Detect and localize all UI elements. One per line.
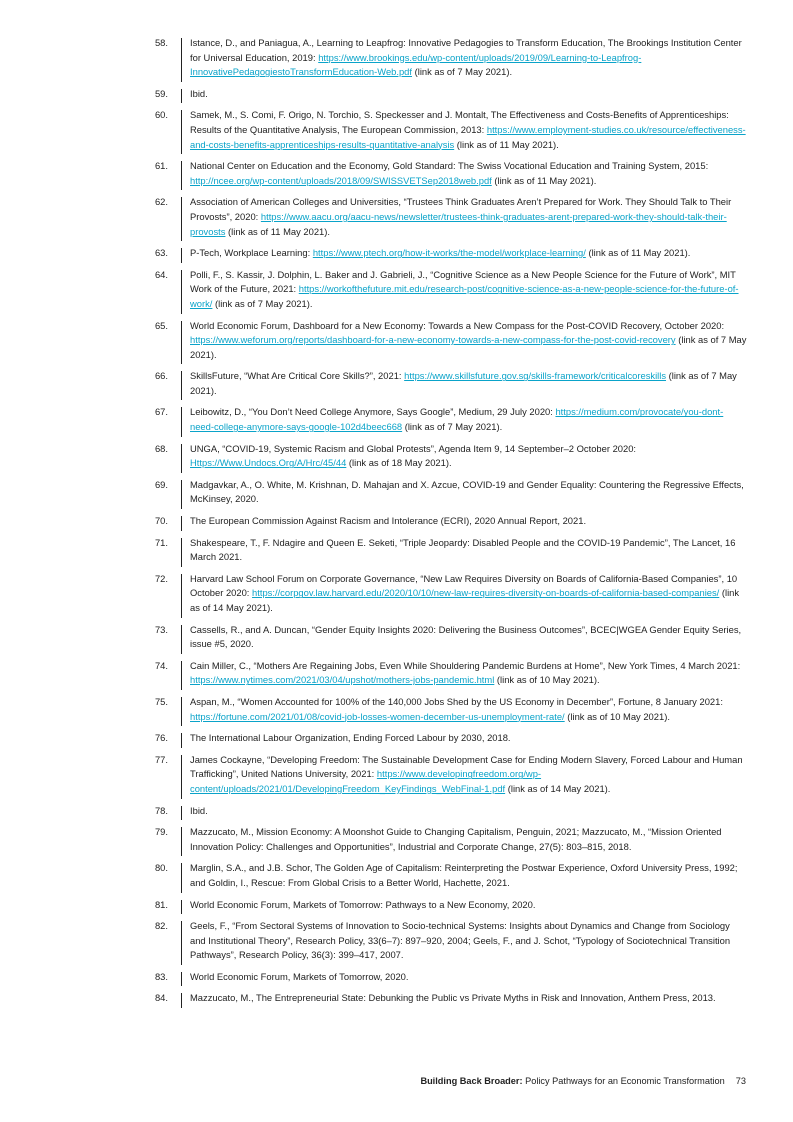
reference-number: 72.: [154, 572, 168, 584]
reference-text-segment: (link as of 7 May 2021).: [212, 297, 313, 309]
reference-text-segment: (link as of 11 May 2021).: [225, 225, 330, 237]
reference-number: 58.: [154, 37, 168, 48]
reference-text-segment: James Cockayne, “Developing Freedom: The Sustainable Development Case for Ending Modern Slavery, Forced Labour and Human Trafficking”, United Nations University, 2021:: [190, 753, 743, 780]
reference-text: [190, 36, 747, 80]
reference-text-segment: SkillsFuture, “What Are Critical Core Skills?”, 2021:: [190, 370, 405, 382]
reference-item: [0, 268, 793, 312]
reference-divider: [181, 863, 182, 892]
reference-text: [190, 478, 747, 507]
reference-item: [0, 804, 793, 819]
reference-text-segment: Marglin, S.A., and J.B. Schor, The Golden Age of Capitalism: Reinterpreting the Postwar Experience, Oxford University Press, 1992; and Goldin, I., Rescue: From Global Crisis to a Better World, Hachette, 2021.: [190, 862, 738, 888]
reference-link[interactable]: https://www.developingfreedom.org/wp-content/uploads/2021/01/DevelopingFreedom_KeyFindings_WebFinal-1.pdf: [190, 768, 542, 794]
reference-text-segment: Cain Miller, C., “Mothers Are Regaining Jobs, Even While Shouldering Pandemic Burdens at Home”, New York Times, 4 March 2021:: [190, 659, 741, 671]
reference-text: [190, 731, 747, 746]
reference-divider: [181, 516, 182, 531]
reference-item: [0, 36, 793, 80]
reference-number: 78.: [154, 804, 168, 816]
reference-link[interactable]: https://medium.com/provocate/you-dont-need-college-anymore-says-google-102d4beec668: [190, 406, 724, 433]
reference-text-segment: (link as of 7 May 2021).: [412, 66, 513, 78]
page-footer: [420, 1076, 746, 1086]
reference-number: 62.: [154, 196, 168, 208]
reference-text-segment: Samek, M., S. Comi, F. Origo, N. Torchio, S. Speckesser and J. Montalt, The Effectiveness and Costs-Benefits of Apprenticeships: Results of the Quantitative Analysis, The European Commission, 2013:: [190, 109, 729, 135]
reference-text: [190, 246, 747, 261]
reference-text: [190, 898, 747, 913]
reference-item: [0, 108, 793, 152]
reference-item: [0, 405, 793, 434]
reference-link[interactable]: http://ncee.org/wp-content/uploads/2018/09/SWISSVETSep2018web.pdf: [190, 174, 492, 186]
reference-text: [190, 195, 747, 239]
reference-number: 80.: [154, 862, 168, 874]
reference-divider: [181, 480, 182, 509]
reference-divider: [181, 806, 182, 821]
reference-text-segment: The International Labour Organization, Ending Forced Labour by 2030, 2018.: [190, 732, 511, 744]
reference-item: [0, 991, 793, 1006]
reference-item: [0, 970, 793, 985]
reference-link[interactable]: https://workofthefuture.mit.edu/research-post/cognitive-science-as-a-new-people-science-for-the-future-of-work/: [190, 283, 739, 309]
reference-item: [0, 659, 793, 688]
reference-item: [0, 514, 793, 529]
page-number: 73: [735, 1076, 746, 1086]
reference-text: [190, 572, 747, 616]
reference-number: 81.: [154, 898, 168, 910]
reference-number: 71.: [154, 536, 168, 548]
reference-text-segment: (link as of 7 May 2021).: [190, 334, 747, 360]
reference-text-segment: (link as of 11 May 2021).: [491, 174, 597, 186]
reference-number: 65.: [154, 319, 168, 331]
reference-text-segment: (link as of 7 May 2021).: [402, 421, 503, 433]
reference-link[interactable]: https://corpgov.law.harvard.edu/2020/10/10/new-law-requires-diversity-on-boards-of-california-based-companies/: [252, 587, 720, 599]
reference-item: [0, 623, 793, 652]
reference-text-segment: Polli, F., S. Kassir, J. Dolphin, L. Baker and J. Gabrieli, J., “Cognitive Science as a New People Science for the Future of Work”, MIT Work of the Future, 2021:: [190, 268, 736, 295]
reference-item: [0, 478, 793, 507]
reference-divider: [181, 993, 182, 1008]
reference-text: [190, 753, 747, 797]
reference-text-segment: Harvard Law School Forum on Corporate Governance, “New Law Requires Diversity on Boards of California-Based Companies”, 10 October 2020:: [190, 572, 738, 599]
reference-number: 74.: [154, 659, 168, 671]
reference-text: [190, 623, 747, 652]
reference-divider: [181, 270, 182, 314]
reference-text-segment: World Economic Forum, Markets of Tomorrow: Pathways to a New Economy, 2020.: [190, 898, 536, 910]
reference-number: 70.: [154, 515, 168, 527]
reference-number: 79.: [154, 826, 168, 838]
reference-text-segment: Cassells, R., and A. Duncan, “Gender Equity Insights 2020: Delivering the Business Outcomes”, BCEC|WGEA Gender Equity Series, issue #5, 2020.: [190, 623, 742, 650]
reference-number: 77.: [154, 753, 168, 765]
reference-link[interactable]: https://www.employment-studies.co.uk/resource/effectiveness-and-costs-benefits-apprenticeships-results-quantitative-analysis: [190, 123, 746, 150]
reference-item: [0, 246, 793, 261]
reference-text: [190, 268, 747, 312]
reference-text: [190, 695, 747, 724]
reference-link[interactable]: https://www.brookings.edu/wp-content/uploads/2019/09/Learning-to-Leapfrog-InnovativePedagogiestoTransformEducation-Web.pdf: [190, 51, 642, 78]
reference-divider: [181, 755, 182, 799]
reference-link[interactable]: https://fortune.com/2021/01/08/covid-job-losses-women-december-us-unemployment-rate/: [190, 710, 565, 722]
reference-text: [190, 861, 747, 890]
reference-item: [0, 195, 793, 239]
reference-divider: [181, 972, 182, 987]
reference-item: [0, 753, 793, 797]
reference-number: 67.: [154, 406, 168, 418]
reference-text: [190, 159, 747, 188]
reference-divider: [181, 248, 182, 263]
reference-text-segment: (link as of 14 May 2021).: [505, 782, 611, 794]
reference-text-segment: (link as of 7 May 2021).: [190, 370, 737, 396]
reference-link[interactable]: https://www.nytimes.com/2021/03/04/upshot/mothers-jobs-pandemic.html: [190, 674, 495, 686]
reference-number: 68.: [154, 442, 168, 454]
reference-text-segment: Ibid.: [190, 804, 208, 816]
reference-text-segment: (link as of 14 May 2021).: [190, 587, 740, 613]
reference-text-segment: Aspan, M., “Women Accounted for 100% of the 140,000 Jobs Shed by the US Economy in December”, Fortune, 8 January 2021:: [190, 695, 723, 707]
reference-divider: [181, 110, 182, 154]
reference-text-segment: (link as of 10 May 2021).: [494, 674, 600, 686]
reference-divider: [181, 407, 182, 436]
reference-item: [0, 536, 793, 565]
footer-title-bold: Building Back Broader:: [420, 1076, 523, 1086]
reference-item: [0, 442, 793, 471]
reference-item: [0, 369, 793, 398]
reference-link[interactable]: https://www.skillsfuture.gov.sg/skills-framework/criticalcoreskills: [404, 370, 667, 382]
reference-text-segment: Mazzucato, M., The Entrepreneurial State: Debunking the Public vs Private Myths in Risk and Innovation, Anthem Press, 2013.: [190, 992, 716, 1004]
reference-text: [190, 405, 747, 434]
reference-number: 83.: [154, 970, 168, 982]
reference-text-segment: (link as of 11 May 2021).: [454, 138, 559, 150]
reference-text: [190, 804, 747, 819]
reference-divider: [181, 38, 182, 82]
reference-divider: [181, 444, 182, 473]
reference-number: 61.: [154, 160, 168, 172]
reference-text: [190, 659, 747, 688]
reference-divider: [181, 161, 182, 190]
reference-text-segment: World Economic Forum, Markets of Tomorrow, 2020.: [190, 970, 409, 982]
reference-divider: [181, 197, 182, 241]
reference-item: [0, 919, 793, 963]
reference-number: 63.: [154, 247, 168, 259]
reference-item: [0, 861, 793, 890]
reference-divider: [181, 89, 182, 104]
reference-text: [190, 970, 747, 985]
footer-title-rest: Policy Pathways for an Economic Transformation: [522, 1076, 725, 1086]
reference-text: [190, 825, 747, 854]
reference-text-segment: P-Tech, Workplace Learning:: [190, 247, 313, 259]
reference-number: 82.: [154, 920, 168, 932]
reference-item: [0, 87, 793, 102]
reference-item: [0, 319, 793, 363]
reference-text-segment: Ibid.: [190, 87, 208, 99]
reference-divider: [181, 921, 182, 965]
reference-text: [190, 87, 747, 102]
reference-text-segment: Association of American Colleges and Universities, “Trustees Think Graduates Aren’t Prepared for Work. They Should Talk to Their Provosts”, 2020:: [190, 196, 732, 222]
reference-link[interactable]: Https://Www.Undocs.Org/A/Hrc/45/44: [190, 457, 347, 469]
reference-divider: [181, 321, 182, 365]
reference-divider: [181, 661, 182, 690]
reference-divider: [181, 371, 182, 400]
reference-text: [190, 319, 747, 363]
reference-number: 60.: [154, 109, 168, 121]
reference-item: [0, 159, 793, 188]
reference-number: 76.: [154, 732, 168, 744]
reference-text-segment: (link as of 10 May 2021).: [564, 710, 670, 722]
reference-text: [190, 536, 747, 565]
reference-text: [190, 108, 747, 152]
reference-text-segment: UNGA, “COVID-19, Systemic Racism and Global Protests”, Agenda Item 9, 14 September–2 October 2020:: [190, 442, 637, 454]
reference-text-segment: National Center on Education and the Economy, Gold Standard: The Swiss Vocational Education and Training System, 2015:: [190, 160, 709, 172]
reference-link[interactable]: https://www.aacu.org/aacu-news/newsletter/trustees-think-graduates-arent-prepared-work-they-should-talk-their-provosts: [190, 210, 727, 237]
reference-text: [190, 514, 747, 529]
reference-item: [0, 898, 793, 913]
reference-number: 59.: [154, 87, 168, 99]
reference-number: 84.: [154, 992, 168, 1004]
reference-text: [190, 991, 747, 1006]
reference-text-segment: Mazzucato, M., Mission Economy: A Moonshot Guide to Changing Capitalism, Penguin, 2021; Mazzucato, M., “Mission Oriented Innovation Policy: Challenges and Opportunities”, Industrial and Corporate Change, 27(5): 803–815, 2018.: [190, 826, 722, 852]
reference-divider: [181, 733, 182, 748]
reference-text: [190, 369, 747, 398]
reference-text-segment: World Economic Forum, Dashboard for a New Economy: Towards a New Compass for the Post-COVID Recovery, October 2020:: [190, 319, 725, 331]
reference-text-segment: The European Commission Against Racism and Intolerance (ECRI), 2020 Annual Report, 2021.: [190, 515, 587, 527]
reference-divider: [181, 538, 182, 567]
reference-number: 75.: [154, 695, 168, 707]
reference-number: 64.: [154, 268, 168, 280]
reference-item: [0, 695, 793, 724]
reference-text: [190, 919, 747, 963]
reference-text-segment: (link as of 11 May 2021).: [585, 247, 691, 259]
reference-item: [0, 825, 793, 854]
reference-item: [0, 731, 793, 746]
reference-text-segment: Istance, D., and Paniagua, A., Learning to Leapfrog: Innovative Pedagogies to Transform Education, The Brookings Institution Center for Universal Education, 2019:: [190, 37, 742, 63]
reference-divider: [181, 900, 182, 915]
reference-divider: [181, 625, 182, 654]
reference-divider: [181, 697, 182, 726]
reference-number: 73.: [154, 623, 168, 635]
reference-number: 66.: [154, 370, 168, 382]
reference-text-segment: (link as of 18 May 2021).: [346, 457, 452, 469]
reference-item: [0, 572, 793, 616]
reference-divider: [181, 574, 182, 618]
reference-link[interactable]: https://www.ptech.org/how-it-works/the-model/workplace-learning/: [312, 247, 586, 259]
reference-divider: [181, 827, 182, 856]
reference-text-segment: Leibowitz, D., “You Don’t Need College Anymore, Says Google”, Medium, 29 July 2020:: [190, 406, 556, 418]
reference-text-segment: Madgavkar, A., O. White, M. Krishnan, D. Mahajan and X. Azcue, COVID-19 and Gender Equality: Countering the Regressive Effects, McKinsey, 2020.: [190, 478, 744, 505]
reference-text-segment: Shakespeare, T., F. Ndagire and Queen E. Seketi, “Triple Jeopardy: Disabled People and the COVID-19 Pandemic”, The Lancet, 16 March 2021.: [190, 536, 736, 563]
reference-number: 69.: [154, 478, 168, 490]
reference-text: [190, 442, 747, 471]
reference-list: [0, 36, 793, 1013]
reference-text-segment: Geels, F., “From Sectoral Systems of Innovation to Socio-technical Systems: Insights about Dynamics and Change from Sociology and Institutional Theory”, Research Policy, 33(6–7): 897–920, 2004; Geels, F., and J. Schot, “Typology of Sociotechnical Transition Pathways”, Research Policy, 36(3): 399–417, 2007.: [190, 920, 731, 961]
reference-link[interactable]: https://www.weforum.org/reports/dashboard-for-a-new-economy-towards-a-new-compass-for-the-post-covid-recovery: [190, 334, 676, 346]
